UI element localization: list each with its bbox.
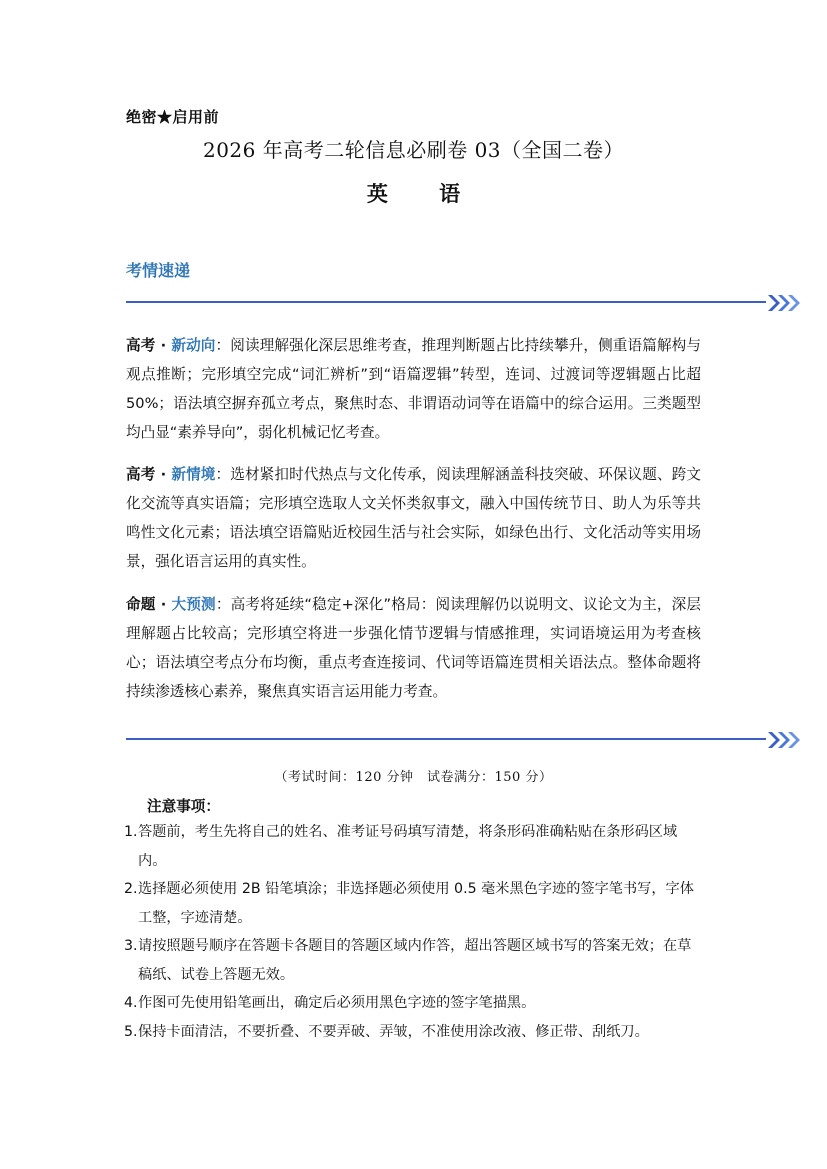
- item-number: 4.: [124, 995, 138, 1011]
- chevron-right-double-icon: [766, 293, 802, 313]
- item-number: 3.: [124, 938, 138, 954]
- trend-paragraph: [126, 331, 701, 447]
- forecast-paragraph: [126, 590, 701, 706]
- paragraph-text: ：选材紧扣时代热点与文化传承，阅读理解涵盖科技突破、环保议题、跨文化交流等真实语篇；完形填空选取人文关怀类叙事文，融入中国传统节日、助人为乐等共鸣性文化元素；语法填空语篇贴近校园生活与社会实际，如绿色出行、文化活动等实用场景，强化语言运用的真实性。: [126, 466, 701, 570]
- list-item: [124, 932, 704, 989]
- paragraph-lead: 高考 ·: [126, 466, 172, 483]
- list-item: [124, 818, 704, 875]
- paragraph-tag: 新动向: [171, 337, 216, 354]
- item-text: 作图可先使用铅笔画出，确定后必须用黑色字迹的签字笔描黑。: [138, 995, 536, 1011]
- list-item: [124, 1018, 704, 1047]
- notice-list: [124, 818, 704, 1046]
- item-number: 5.: [124, 1023, 138, 1040]
- item-text: 选择题必须使用 2B 铅笔填涂；非选择题必须使用 0.5 毫米黑色字迹的签字笔书写，字体工整，字迹清楚。: [138, 881, 694, 926]
- paragraph-text: ：高考将延续“稳定+深化”格局：阅读理解仍以说明文、议论文为主，深层理解题占比较高；完形填空将进一步强化情节逻辑与情感推理，实词语境运用为考查核心；语法填空考点分布均衡，重点考查连接词、代词等语篇连贯相关语法点。整体命题将持续渗透核心素养，聚焦真实语言运用能力考查。: [126, 596, 701, 700]
- paragraph-text: ：阅读理解强化深层思维考查，推理判断题占比持续攀升，侧重语篇解构与观点推断；完形填空完成“词汇辨析”到“语篇逻辑”转型，连词、过渡词等逻辑题占比超 50%；语法填空摒弃孤立考点，聚焦时态、非谓语动词等在语篇中的综合运用。三类题型均凸显“素养导向”，弱化机械记忆考查。: [126, 337, 701, 441]
- list-item: [124, 989, 704, 1018]
- item-text: 保持卡面清洁，不要折叠、不要弄破、弄皱，不准使用涂改液、修正带、刮纸刀。: [138, 1023, 649, 1040]
- paragraph-tag: 新情境: [171, 466, 216, 483]
- section-heading: 考情速递: [126, 261, 191, 280]
- paper-title: 2026 年高考二轮信息必刷卷 03（全国二卷）: [202, 138, 625, 162]
- notice-title: 注意事项：: [147, 798, 220, 815]
- confidential-mark: 绝密★启用前: [126, 108, 220, 126]
- paragraph-lead: 高考 ·: [126, 337, 172, 354]
- paragraph-lead: 命题 ·: [126, 596, 172, 613]
- item-text: 答题前，考生先将自己的姓名、准考证号码填写清楚，将条形码准确粘贴在条形码区域内。: [138, 824, 678, 869]
- chevron-right-double-icon: [766, 730, 802, 750]
- bottom-divider: [126, 738, 766, 740]
- paragraph-tag: 大预测: [171, 596, 216, 613]
- exam-info: （考试时间：120 分钟 试卷满分：150 分）: [274, 770, 553, 785]
- top-divider: [126, 301, 766, 303]
- subject-title: 英 语: [366, 181, 483, 206]
- context-paragraph: [126, 460, 701, 576]
- list-item: [124, 875, 704, 932]
- item-number: 1.: [124, 824, 138, 840]
- item-number: 2.: [124, 881, 138, 897]
- item-text: 请按照题号顺序在答题卡各题目的答题区域内作答，超出答题区域书写的答案无效；在草稿纸、试卷上答题无效。: [138, 938, 692, 983]
